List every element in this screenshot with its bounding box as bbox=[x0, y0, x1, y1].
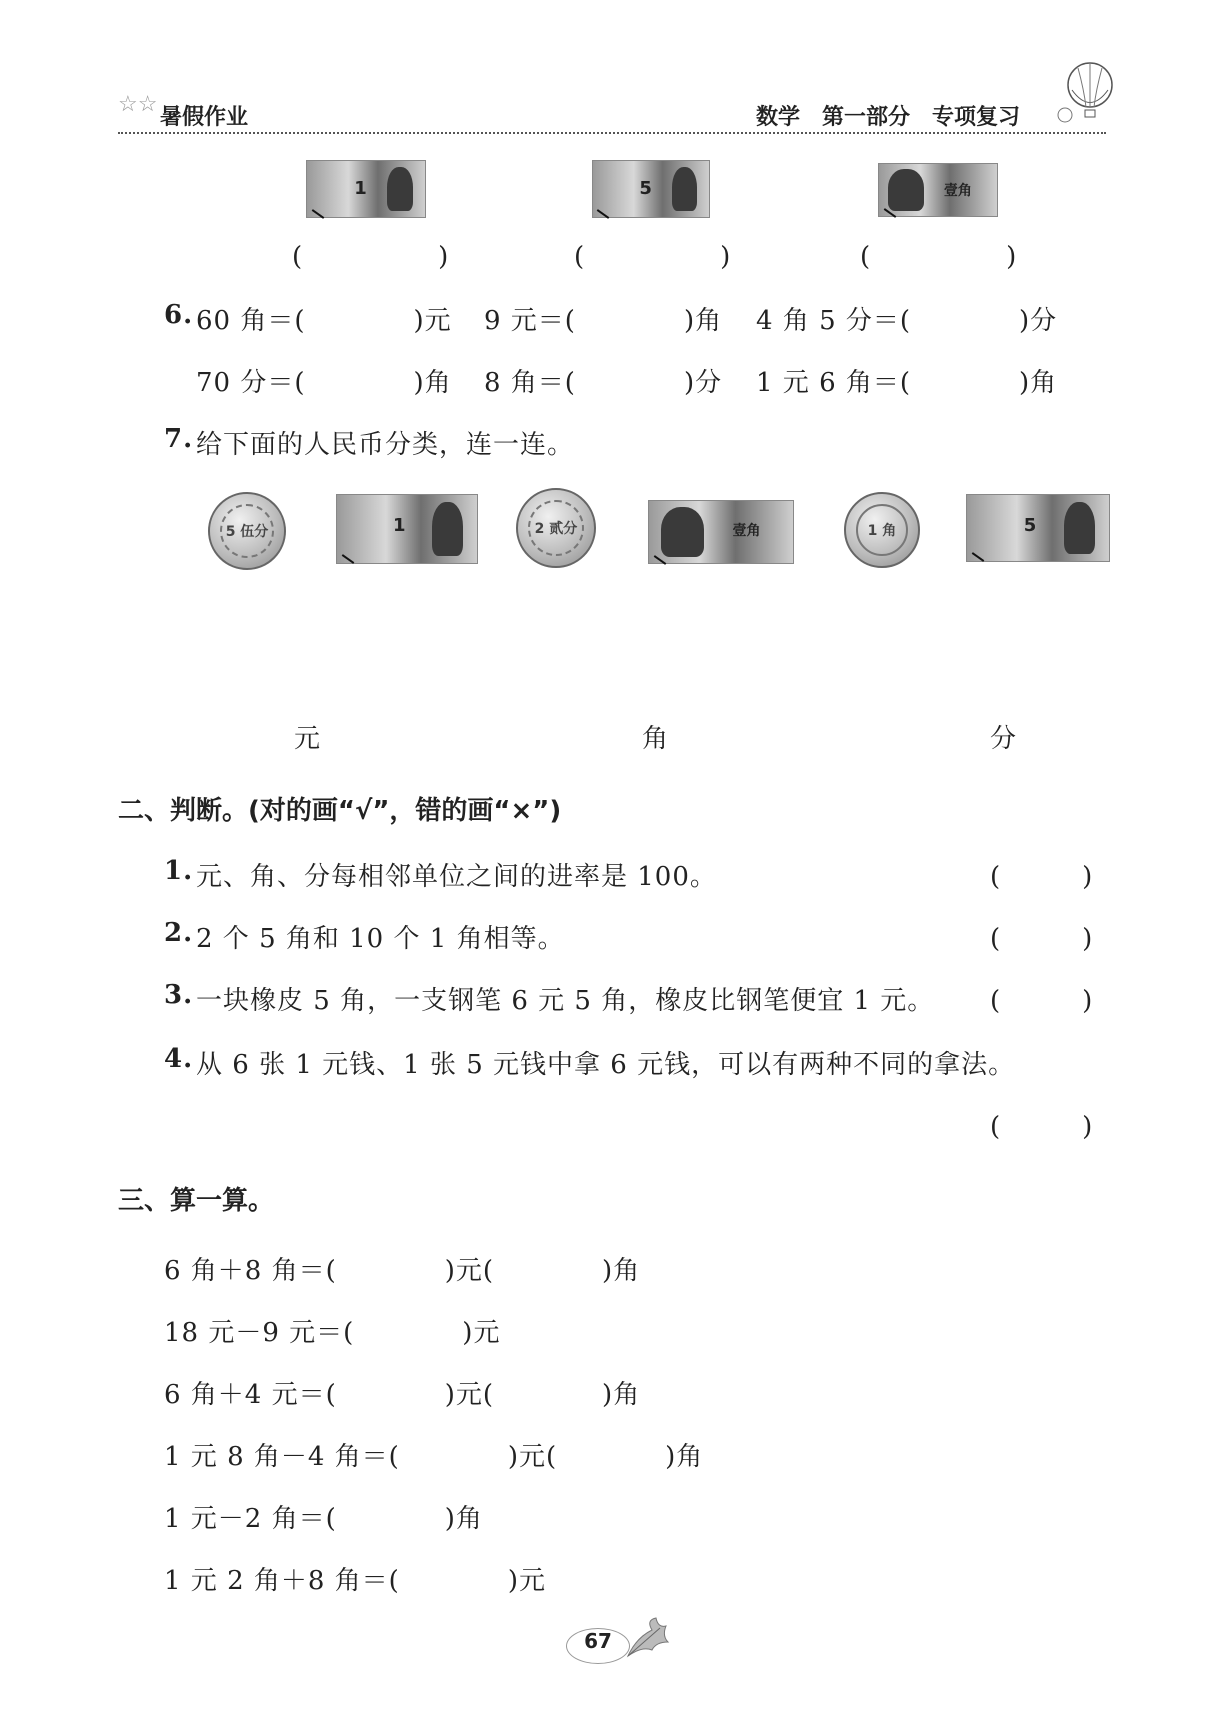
q6-number: 6. bbox=[164, 300, 194, 330]
category-yuan[interactable]: 元 bbox=[294, 724, 322, 754]
note-denomination: 壹角 bbox=[732, 522, 761, 539]
coin-2-fen[interactable] bbox=[516, 488, 596, 568]
calc-item[interactable]: 6 角＋8 角＝( )元( )角 bbox=[164, 1256, 641, 1286]
judge-blank[interactable]: ( ) bbox=[990, 986, 1094, 1016]
judge-number: 1. bbox=[164, 856, 194, 886]
coin-label: 5 伍分 bbox=[220, 504, 274, 558]
banknote-1-yuan bbox=[306, 160, 426, 218]
banknote-5-yuan-b[interactable] bbox=[966, 494, 1110, 562]
judge-text: 从 6 张 1 元钱、1 张 5 元钱中拿 6 元钱，可以有两种不同的拿法。 bbox=[196, 1050, 1016, 1080]
calc-item[interactable]: 1 元 2 角＋8 角＝( )元 bbox=[164, 1566, 546, 1596]
q6-item[interactable]: 9 元＝( )角 bbox=[484, 306, 723, 336]
q6-item[interactable]: 1 元 6 角＝( )角 bbox=[756, 368, 1058, 398]
section2-title: 二、判断。(对的画“√”，错的画“×”) bbox=[118, 796, 562, 826]
note-denomination: 5 bbox=[639, 177, 652, 199]
header-divider bbox=[118, 132, 1106, 134]
q6-item[interactable]: 4 角 5 分＝( )分 bbox=[756, 306, 1058, 336]
header-stars-icon: ☆☆ bbox=[118, 92, 158, 117]
judge-number: 4. bbox=[164, 1044, 194, 1074]
header-left-title: 暑假作业 bbox=[160, 105, 249, 130]
blank-answer-3[interactable]: ( ) bbox=[860, 242, 1018, 272]
coin-label: 2 贰分 bbox=[528, 500, 584, 556]
judge-blank[interactable]: ( ) bbox=[990, 862, 1094, 892]
q6-item[interactable]: 70 分＝( )角 bbox=[196, 368, 452, 398]
judge-blank[interactable]: ( ) bbox=[990, 924, 1094, 954]
page-number: 67 bbox=[566, 1628, 630, 1664]
leaf-icon bbox=[622, 1616, 670, 1666]
calc-item[interactable]: 1 元 8 角－4 角＝( )元( )角 bbox=[164, 1442, 704, 1472]
calc-item[interactable]: 18 元－9 元＝( )元 bbox=[164, 1318, 501, 1348]
banknote-1-jiao-b[interactable] bbox=[648, 500, 794, 564]
q7-number: 7. bbox=[164, 424, 194, 454]
q6-item[interactable]: 8 角＝( )分 bbox=[484, 368, 723, 398]
note-denomination: 1 bbox=[393, 515, 406, 537]
judge-text: 元、角、分每相邻单位之间的进率是 100。 bbox=[196, 862, 717, 892]
judge-number: 3. bbox=[164, 980, 194, 1010]
note-denomination: 5 bbox=[1023, 514, 1037, 536]
header-right-title: 数学 第一部分 专项复习 bbox=[756, 105, 1021, 130]
banknote-5-yuan bbox=[592, 160, 710, 218]
judge-text: 2 个 5 角和 10 个 1 角相等。 bbox=[196, 924, 565, 954]
category-fen[interactable]: 分 bbox=[990, 724, 1018, 754]
coin-label: 1 角 bbox=[856, 504, 909, 557]
judge-blank[interactable]: ( ) bbox=[990, 1112, 1094, 1142]
category-jiao[interactable]: 角 bbox=[642, 724, 670, 754]
coin-5-fen[interactable] bbox=[208, 492, 286, 570]
calc-item[interactable]: 1 元－2 角＝( )角 bbox=[164, 1504, 483, 1534]
section3-title: 三、算一算。 bbox=[118, 1186, 275, 1216]
calc-item[interactable]: 6 角＋4 元＝( )元( )角 bbox=[164, 1380, 641, 1410]
blank-answer-1[interactable]: ( ) bbox=[292, 242, 450, 272]
judge-number: 2. bbox=[164, 918, 194, 948]
q6-item[interactable]: 60 角＝( )元 bbox=[196, 306, 452, 336]
q7-text: 给下面的人民币分类，连一连。 bbox=[196, 430, 575, 460]
blank-answer-2[interactable]: ( ) bbox=[574, 242, 732, 272]
judge-text: 一块橡皮 5 角，一支钢笔 6 元 5 角，橡皮比钢笔便宜 1 元。 bbox=[196, 986, 935, 1016]
note-denomination: 1 bbox=[354, 177, 367, 199]
coin-1-jiao[interactable] bbox=[844, 492, 920, 568]
banknote-1-yuan-b[interactable] bbox=[336, 494, 478, 564]
banknote-1-jiao bbox=[878, 163, 998, 217]
note-denomination: 壹角 bbox=[943, 182, 972, 199]
balloon-icon bbox=[1050, 60, 1120, 134]
